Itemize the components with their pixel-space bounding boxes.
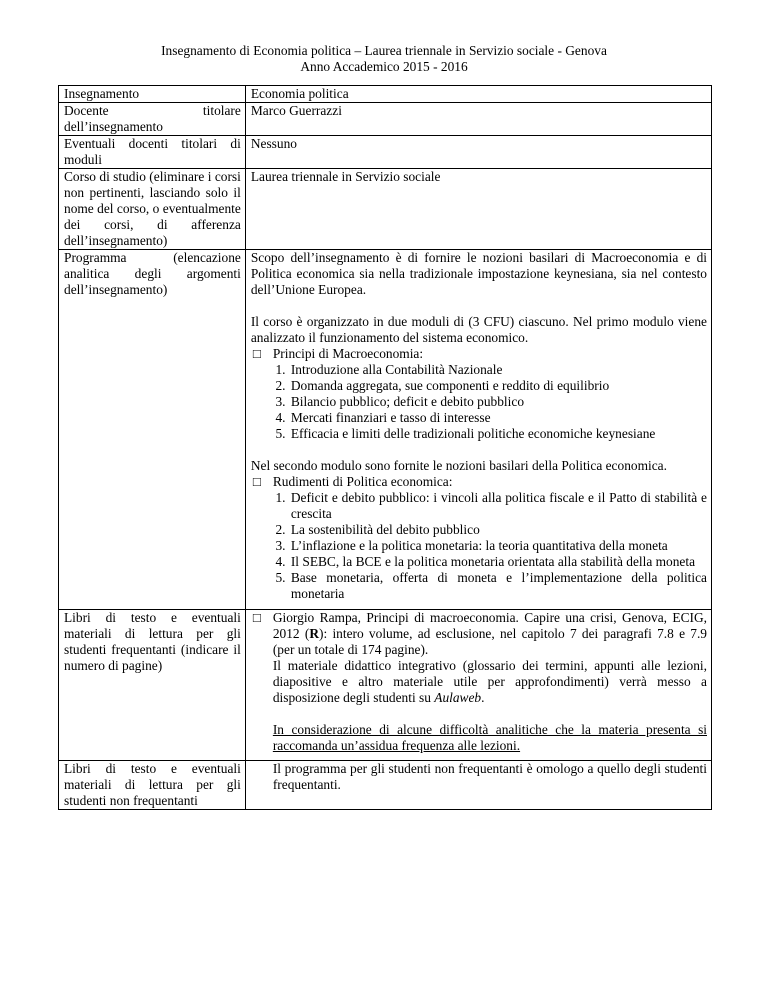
value-insegnamento: Economia politica [245,86,711,103]
value-docente: Marco Guerrazzi [245,103,711,136]
non-frequentanti-text: Il programma per gli studenti non frequentanti è omologo a quello degli studenti frequentanti. [272,761,707,792]
row-libri-non-frequentanti [59,761,712,810]
modulo2-bullet [251,474,707,490]
book-text-part2: ): intero volume, ad esclusione, nel capitolo 7 dei paragrafi 7.8 e 7.9 (per un totale di 174 pagine). [272,626,707,657]
list-item: 4. Il SEBC, la BCE e la politica monetaria orientata alla stabilità della moneta [289,554,707,570]
value-libri-frequentanti [245,610,711,761]
label-insegnamento: Insegnamento [59,86,246,103]
material-text-part1: Il materiale didattico integrativo (glossario dei termini, appunti alle lezioni, diapositive e altro materiale utile per approfondimenti) verrà messo a disposizione degli studenti su [272,658,707,705]
label-libri-non-frequentanti: Libri di testo e eventuali materiali di lettura per gli studenti non frequentanti [59,761,246,810]
value-libri-non-frequentanti [245,761,711,810]
value-corso: Laurea triennale in Servizio sociale [245,169,711,250]
modulo2-title: Rudimenti di Politica economica: [272,474,453,489]
modulo2-list [251,474,707,490]
modulo1-topics [251,362,707,442]
value-moduli: Nessuno [245,136,711,169]
list-item: 1. Introduzione alla Contabilità Nazionale [289,362,707,378]
row-corso [59,169,712,250]
header-title: Insegnamento di Economia politica – Laurea triennale in Servizio sociale - Genova [161,43,607,58]
header-academic-year: Anno Accademico 2015 - 2016 [300,59,468,74]
book-reference [273,610,707,658]
list-item: 4. Mercati finanziari e tasso di interesse [289,410,707,426]
libri-bullet [251,610,707,706]
list-item: 5. Base monetaria, offerta di moneta e l’implementazione della politica monetaria [289,570,707,602]
row-libri-frequentanti [59,610,712,761]
label-docente: Docente titolare dell’insegnamento [59,103,246,136]
checkbox-square-icon: □ [252,610,261,625]
material-text-part2: . [481,690,485,705]
programma-intro-modulo2: Nel secondo modulo sono fornite le nozioni basilari della Politica economica. [250,458,667,473]
row-docente [59,103,712,136]
modulo1-list [251,346,707,362]
document-header [0,43,768,75]
book-text-part1: Giorgio Rampa, Principi di macroeconomia. Capire una crisi, Genova, ECIG, 2012 ( [272,610,707,641]
value-programma [245,250,711,610]
list-item: 5. Efficacia e limiti delle tradizionali politiche economiche keynesiane [289,426,707,442]
list-item: 2. Domanda aggregata, sue componenti e reddito di equilibrio [289,378,707,394]
supplementary-material [273,658,707,706]
label-moduli: Eventuali docenti titolari di moduli [59,136,246,169]
attendance-note: In considerazione di alcune difficoltà analitiche che la materia presenta si raccomanda un’assidua frequenza alle lezioni. [272,722,707,753]
list-item: 1. Deficit e debito pubblico: i vincoli alla politica fiscale e il Patto di stabilità e crescita [289,490,707,522]
checkbox-square-icon: □ [252,474,261,489]
modulo1-bullet [251,346,707,362]
list-item: 3. L’inflazione e la politica monetaria: la teoria quantitativa della moneta [289,538,707,554]
modulo2-topics [251,490,707,602]
programma-intro-modulo1: Il corso è organizzato in due moduli di (3 CFU) ciascuno. Nel primo modulo viene analizzato il funzionamento del sistema economico. [250,314,707,345]
aulaweb-text: Aulaweb [434,690,482,705]
label-libri-frequentanti: Libri di testo e eventuali materiali di lettura per gli studenti frequentanti (indicare il numero di pagine) [59,610,246,761]
course-info-table [58,85,712,810]
label-programma: Programma (elencazione analitica degli argomenti dell’insegnamento) [59,250,246,610]
row-moduli [59,136,712,169]
list-item: 2. La sostenibilità del debito pubblico [289,522,707,538]
checkbox-square-icon: □ [252,346,261,361]
row-programma [59,250,712,610]
list-item: 3. Bilancio pubblico; deficit e debito pubblico [289,394,707,410]
libri-list [251,610,707,706]
modulo1-title: Principi di Macroeconomia: [272,346,424,361]
row-insegnamento [59,86,712,103]
label-corso: Corso di studio (eliminare i corsi non pertinenti, lasciando solo il nome del corso, o eventualmente dei corsi, di afferenza dell’insegnamento) [59,169,246,250]
book-bold-marker: R [309,626,320,641]
programma-scopo: Scopo dell’insegnamento è di fornire le nozioni basilari di Macroeconomia e di Politica economica sia nella tradizionale impostazione keynesiana, sia nel contesto dell’Unione Europea. [250,250,707,297]
